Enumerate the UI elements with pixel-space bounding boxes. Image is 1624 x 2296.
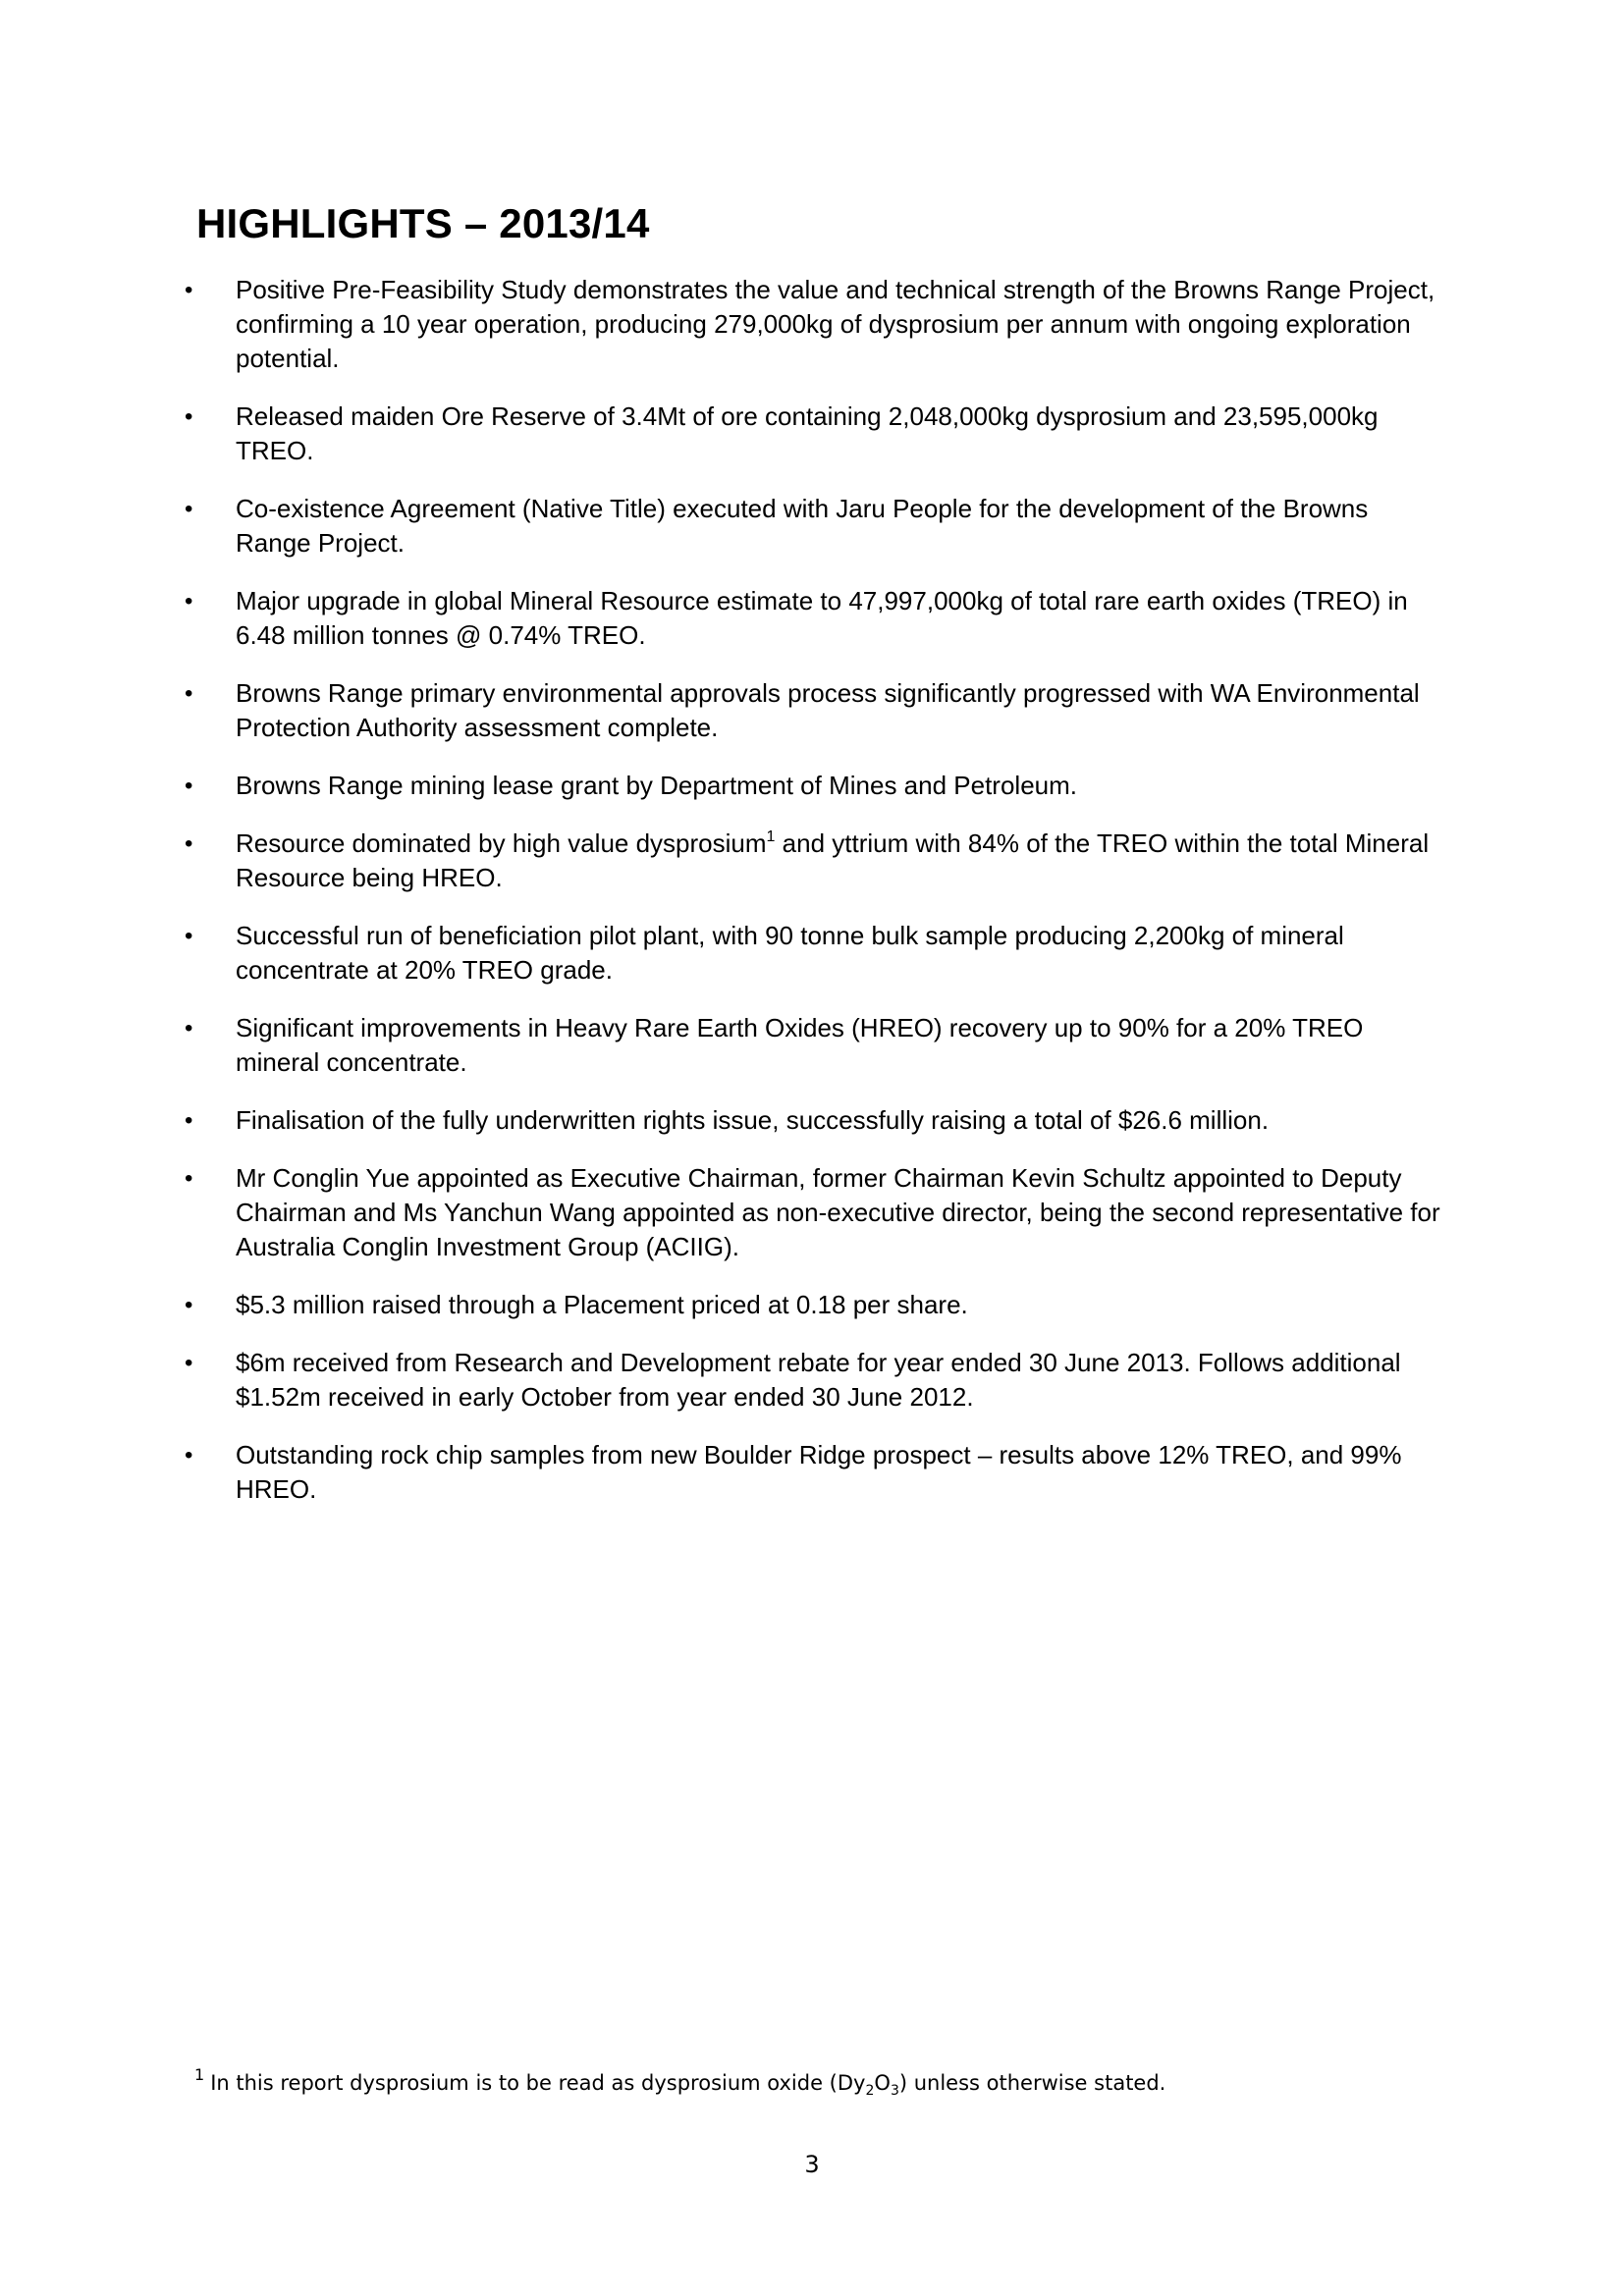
bullet-icon: • bbox=[185, 923, 193, 949]
bullet-icon: • bbox=[185, 496, 193, 522]
list-item-text: Co-existence Agreement (Native Title) executed with Jaru People for the development of the Browns Range Project. bbox=[236, 494, 1369, 558]
list-item bbox=[179, 769, 1445, 803]
list-item bbox=[179, 1011, 1445, 1080]
bullet-icon: • bbox=[185, 588, 193, 614]
list-item-text: Successful run of beneficiation pilot plant, with 90 tonne bulk sample producing 2,200kg of mineral concentrate at 20% TREO grade. bbox=[236, 921, 1344, 985]
footnote-subscript: 2 bbox=[865, 2083, 875, 2100]
footnote-reference: 1 bbox=[766, 828, 776, 846]
list-item bbox=[179, 1346, 1445, 1415]
footnote-mark: 1 bbox=[194, 2065, 205, 2084]
list-item bbox=[179, 584, 1445, 653]
list-item-text-before: Resource dominated by high value dysprosium bbox=[236, 828, 767, 858]
list-item-text bbox=[236, 828, 1429, 892]
list-item bbox=[179, 676, 1445, 745]
bullet-icon: • bbox=[185, 1165, 193, 1192]
list-item bbox=[179, 273, 1445, 376]
list-item-text: $6m received from Research and Development rebate for year ended 30 June 2013. Follows additional $1.52m received in early October from year ended 30 June 2012. bbox=[236, 1348, 1401, 1412]
bullet-icon: • bbox=[185, 1292, 193, 1318]
list-item bbox=[179, 1161, 1445, 1264]
list-item-text: Released maiden Ore Reserve of 3.4Mt of ore containing 2,048,000kg dysprosium and 23,595,000kg TREO. bbox=[236, 401, 1379, 465]
bullet-icon: • bbox=[185, 830, 193, 857]
bullet-icon: • bbox=[185, 1015, 193, 1041]
list-item bbox=[179, 919, 1445, 988]
list-item bbox=[179, 492, 1445, 561]
footnote-subscript: 3 bbox=[890, 2083, 899, 2100]
list-item-text: Significant improvements in Heavy Rare Earth Oxides (HREO) recovery up to 90% for a 20% TREO mineral concentrate. bbox=[236, 1013, 1364, 1077]
highlights-list bbox=[179, 273, 1445, 1530]
list-item-text: Browns Range mining lease grant by Department of Mines and Petroleum. bbox=[236, 771, 1077, 800]
list-item-text: Outstanding rock chip samples from new Boulder Ridge prospect – results above 12% TREO, and 99% HREO. bbox=[236, 1440, 1402, 1504]
list-item-text: Browns Range primary environmental approvals process significantly progressed with WA Environmental Protection Authority assessment complete. bbox=[236, 678, 1420, 742]
list-item bbox=[179, 1288, 1445, 1322]
bullet-icon: • bbox=[185, 277, 193, 303]
footnote-text-after: ) unless otherwise stated. bbox=[898, 2071, 1166, 2095]
list-item bbox=[179, 400, 1445, 468]
page-number: 3 bbox=[804, 2151, 820, 2178]
footnote bbox=[194, 2065, 1471, 2100]
bullet-icon: • bbox=[185, 1107, 193, 1134]
list-item-text: Positive Pre-Feasibility Study demonstrates the value and technical strength of the Browns Range Project, confirming a 10 year operation, producing 279,000kg of dysprosium per annum with ongoing exploration potential. bbox=[236, 275, 1435, 373]
list-item-text: Major upgrade in global Mineral Resource estimate to 47,997,000kg of total rare earth oxides (TREO) in 6.48 million tonnes @ 0.74% TREO. bbox=[236, 586, 1408, 650]
list-item-text-after: and yttrium with 84% of the TREO within the total Mineral Resource being HREO. bbox=[236, 828, 1430, 892]
bullet-icon: • bbox=[185, 1350, 193, 1376]
bullet-icon: • bbox=[185, 1442, 193, 1468]
bullet-icon: • bbox=[185, 403, 193, 430]
list-item-text: Finalisation of the fully underwritten rights issue, successfully raising a total of $26.6 million. bbox=[236, 1105, 1270, 1135]
list-item-text: Mr Conglin Yue appointed as Executive Chairman, former Chairman Kevin Schultz appointed to Deputy Chairman and Ms Yanchun Wang appointed as non-executive director, being the second representative for Australia Conglin Investment Group (ACIIG). bbox=[236, 1163, 1440, 1261]
list-item bbox=[179, 827, 1445, 895]
list-item-text: $5.3 million raised through a Placement priced at 0.18 per share. bbox=[236, 1290, 968, 1319]
bullet-icon: • bbox=[185, 680, 193, 707]
footnote-text-before: In this report dysprosium is to be read as dysprosium oxide (Dy bbox=[210, 2071, 866, 2095]
bullet-icon: • bbox=[185, 773, 193, 799]
list-item bbox=[179, 1438, 1445, 1507]
page-title: HIGHLIGHTS – 2013/14 bbox=[196, 200, 650, 246]
list-item bbox=[179, 1103, 1445, 1138]
footnote-text-mid: O bbox=[874, 2071, 891, 2095]
